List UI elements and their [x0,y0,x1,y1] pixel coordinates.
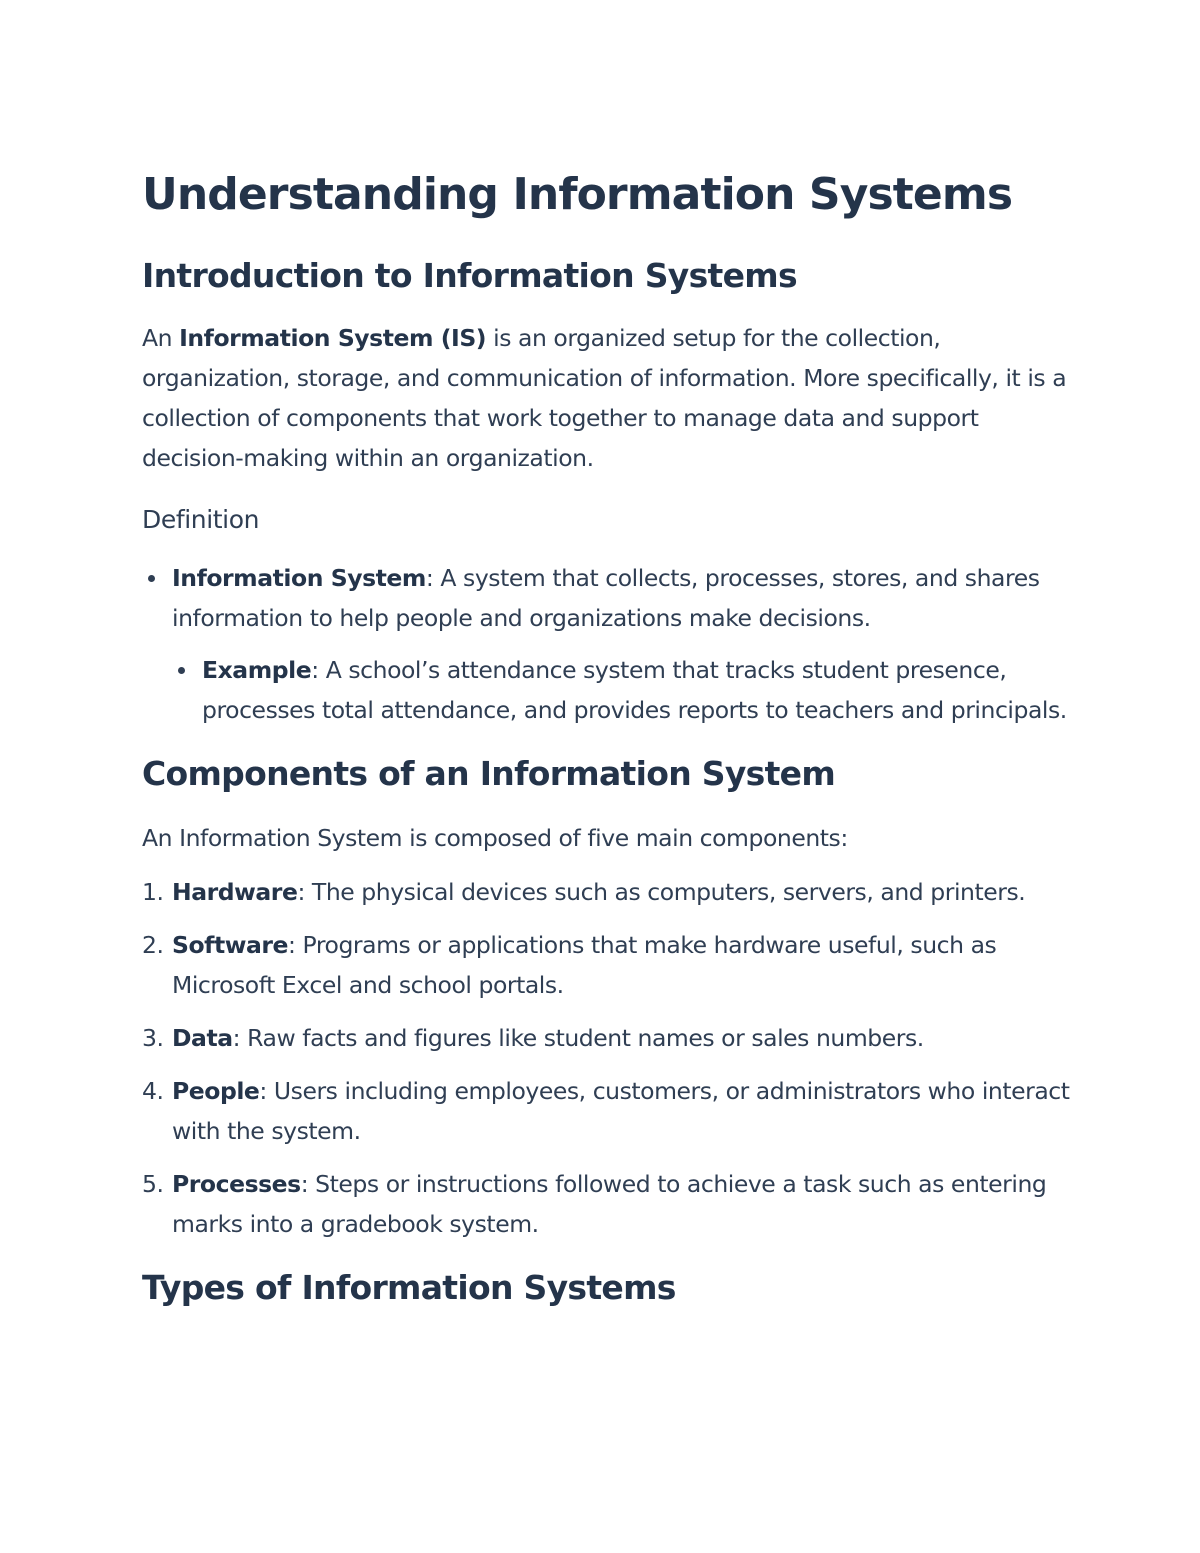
component-text: : Users including employees, customers, or administrators who interact with the system. [172,1077,1070,1145]
component-term: People [172,1077,260,1105]
list-number: 2. [142,931,164,959]
list-number: 5. [142,1170,164,1198]
intro-bold-term: Information System (IS) [179,324,487,352]
definition-text: : A system that collects, processes, stores, and shares information to help people and organizations make decisions. [172,564,1040,632]
component-text: : The physical devices such as computers, servers, and printers. [297,878,1026,906]
section-heading-types: Types of Information Systems [142,1268,676,1307]
components-list [142,872,1072,1244]
list-item [142,872,1072,912]
list-item [142,1018,1072,1058]
component-text: : Programs or applications that make hardware useful, such as Microsoft Excel and school portals. [172,931,997,999]
example-list [172,650,1072,730]
list-item [172,558,1072,730]
component-term: Data [172,1024,233,1052]
page-title: Understanding Information Systems [142,169,1013,220]
example-text: : A school’s attendance system that tracks student presence, processes total attendance, and provides reports to teachers and principals. [202,656,1067,724]
list-number: 4. [142,1077,164,1105]
section-heading-introduction: Introduction to Information Systems [142,256,797,295]
list-number: 1. [142,878,164,906]
definition-list [142,558,1072,730]
list-item [202,650,1072,730]
list-item [142,1071,1072,1151]
component-term: Software [172,931,289,959]
definition-term: Information System [172,564,426,592]
section-heading-components: Components of an Information System [142,754,836,793]
component-text: : Raw facts and figures like student names or sales numbers. [232,1024,924,1052]
intro-paragraph [142,318,1072,478]
list-number: 3. [142,1024,164,1052]
component-term: Processes [172,1170,301,1198]
component-term: Hardware [172,878,298,906]
component-text: : Steps or instructions followed to achieve a task such as entering marks into a gradebook system. [172,1170,1047,1238]
subsection-heading-definition: Definition [142,505,260,534]
list-item [142,1164,1072,1244]
document-page [142,166,1072,1310]
intro-rest: is an organized setup for the collection, organization, storage, and communication of information. More specifically, it is a collection of components that work together to manage data and support decision-making within an organization. [142,324,1067,472]
example-term: Example [202,656,312,684]
list-item [142,925,1072,1005]
components-intro: An Information System is composed of five main components: [142,824,848,852]
intro-lead: An [142,324,180,352]
